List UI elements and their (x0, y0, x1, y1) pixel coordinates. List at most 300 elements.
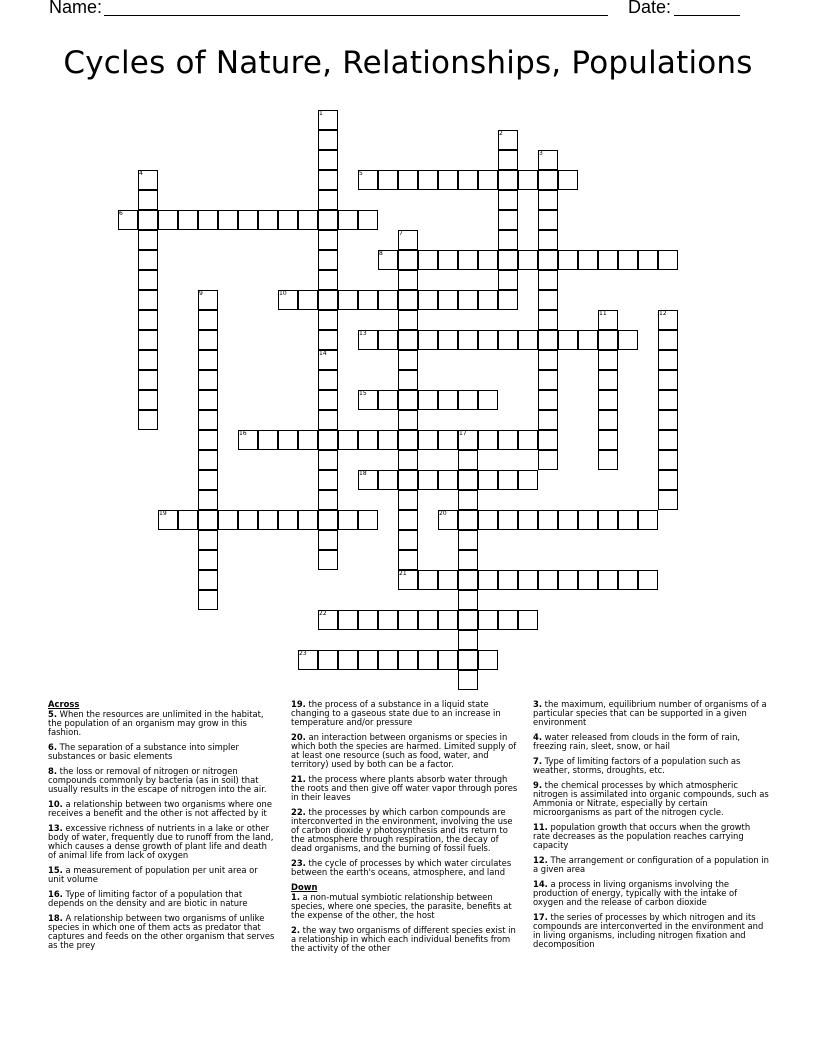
grid-cell[interactable] (418, 650, 438, 670)
grid-cell[interactable] (318, 390, 338, 410)
clue-item-text: the maximum, equilibrium number of organisms of a particular species that can be supported in a given environment (533, 699, 767, 727)
grid-cell[interactable] (478, 250, 498, 270)
grid-cell[interactable] (538, 330, 558, 350)
grid-cell[interactable] (478, 390, 498, 410)
grid-cell[interactable] (258, 210, 278, 230)
grid-cell[interactable] (138, 270, 158, 290)
grid-cell[interactable] (598, 570, 618, 590)
grid-cell[interactable] (538, 270, 558, 290)
grid-cell[interactable] (498, 150, 518, 170)
grid-cell[interactable] (378, 430, 398, 450)
grid-cell[interactable] (298, 290, 318, 310)
grid-cell[interactable] (198, 570, 218, 590)
grid-cell[interactable] (238, 510, 258, 530)
grid-cell[interactable] (298, 510, 318, 530)
grid-cell[interactable] (318, 150, 338, 170)
grid-cell[interactable] (658, 490, 678, 510)
grid-cell[interactable] (438, 430, 458, 450)
grid-cell[interactable] (138, 350, 158, 370)
grid-cell[interactable] (458, 550, 478, 570)
clue-number-12: 12 (659, 310, 667, 317)
grid-cell[interactable] (578, 250, 598, 270)
grid-cell[interactable] (458, 290, 478, 310)
grid-cell[interactable] (318, 250, 338, 270)
grid-cell[interactable] (498, 430, 518, 450)
grid-cell[interactable] (358, 430, 378, 450)
grid-cell[interactable] (318, 330, 338, 350)
grid-cell[interactable] (198, 470, 218, 490)
grid-cell[interactable] (458, 610, 478, 630)
grid-cell[interactable] (318, 210, 338, 230)
clue-item-text: Type of limiting factor of a population that depends on the density and are biotic in nature (48, 889, 248, 908)
clue-number-18: 18 (359, 470, 367, 477)
clue-number-9: 9 (199, 290, 203, 297)
grid-cell[interactable] (638, 250, 658, 270)
clue-item (291, 775, 519, 802)
grid-cell[interactable] (438, 610, 458, 630)
grid-cell[interactable] (178, 510, 198, 530)
grid-cell[interactable] (458, 510, 478, 530)
grid-cell[interactable] (518, 430, 538, 450)
grid-cell[interactable] (478, 610, 498, 630)
clue-item (533, 913, 769, 949)
grid-cell[interactable] (658, 470, 678, 490)
grid-cell[interactable] (418, 170, 438, 190)
grid-cell[interactable] (458, 650, 478, 670)
grid-cell[interactable] (418, 570, 438, 590)
grid-cell[interactable] (658, 350, 678, 370)
grid-cell[interactable] (418, 390, 438, 410)
grid-cell[interactable] (478, 570, 498, 590)
clue-number-4: 4 (139, 170, 143, 177)
grid-cell[interactable] (398, 610, 418, 630)
grid-cell[interactable] (398, 530, 418, 550)
clue-item-text: the loss or removal of nitrogen or nitrogen compounds commonly by bacteria (as in soil) that usually results in the escape of nitrogen into the air. (48, 766, 267, 794)
grid-cell[interactable] (198, 350, 218, 370)
grid-cell[interactable] (398, 430, 418, 450)
grid-cell[interactable] (138, 250, 158, 270)
grid-cell[interactable] (238, 210, 258, 230)
grid-cell[interactable] (478, 470, 498, 490)
grid-cell[interactable] (398, 350, 418, 370)
clue-item-number: 6. (48, 742, 58, 752)
grid-cell[interactable] (138, 370, 158, 390)
clue-item (533, 757, 769, 775)
grid-cell[interactable] (418, 250, 438, 270)
grid-cell[interactable] (598, 370, 618, 390)
grid-cell[interactable] (318, 290, 338, 310)
clue-item-number: 22. (291, 807, 306, 817)
grid-cell[interactable] (318, 230, 338, 250)
grid-cell[interactable] (478, 650, 498, 670)
grid-cell[interactable] (458, 330, 478, 350)
grid-cell[interactable] (398, 270, 418, 290)
grid-cell[interactable] (618, 570, 638, 590)
grid-cell[interactable] (538, 310, 558, 330)
grid-cell[interactable] (478, 290, 498, 310)
grid-cell[interactable] (618, 250, 638, 270)
grid-cell[interactable] (318, 310, 338, 330)
grid-cell[interactable] (278, 210, 298, 230)
grid-cell[interactable] (398, 470, 418, 490)
clue-item (291, 700, 519, 727)
clues-heading-across: Across (48, 699, 80, 709)
clue-number-2: 2 (499, 130, 503, 137)
grid-cell[interactable] (318, 410, 338, 430)
grid-cell[interactable] (418, 430, 438, 450)
grid-cell[interactable] (458, 390, 478, 410)
clue-item-number: 21. (291, 774, 306, 784)
clue-item-text: Type of limiting factors of a population such as weather, storms, droughts, etc. (533, 756, 741, 775)
clue-number-16: 16 (239, 430, 247, 437)
clue-item (533, 823, 769, 850)
grid-cell[interactable] (378, 290, 398, 310)
grid-cell[interactable] (378, 390, 398, 410)
grid-cell[interactable] (398, 510, 418, 530)
clue-item-number: 1. (291, 892, 301, 902)
clue-item (48, 890, 276, 908)
clue-item-text: the cycle of processes by which water circulates between the earth's oceans, atmosphere, and land (291, 858, 512, 877)
grid-cell[interactable] (158, 210, 178, 230)
grid-cell[interactable] (638, 510, 658, 530)
grid-cell[interactable] (178, 210, 198, 230)
grid-cell[interactable] (458, 670, 478, 690)
grid-cell[interactable] (398, 550, 418, 570)
clue-item-number: 16. (48, 889, 63, 899)
grid-cell[interactable] (638, 570, 658, 590)
grid-cell[interactable] (198, 390, 218, 410)
grid-cell[interactable] (398, 370, 418, 390)
grid-cell[interactable] (538, 250, 558, 270)
grid-cell[interactable] (198, 370, 218, 390)
grid-cell[interactable] (318, 490, 338, 510)
grid-cell[interactable] (318, 510, 338, 530)
grid-cell[interactable] (278, 430, 298, 450)
grid-cell[interactable] (518, 510, 538, 530)
clue-number-15: 15 (359, 390, 367, 397)
grid-cell[interactable] (498, 570, 518, 590)
grid-cell[interactable] (498, 230, 518, 250)
grid-cell[interactable] (198, 410, 218, 430)
grid-cell[interactable] (398, 650, 418, 670)
grid-cell[interactable] (538, 290, 558, 310)
grid-cell[interactable] (278, 510, 298, 530)
grid-cell[interactable] (198, 210, 218, 230)
grid-cell[interactable] (138, 210, 158, 230)
clue-item-text: the way two organisms of different species exist in a relationship in which each individual benefits from the activity of the other (291, 925, 516, 953)
clue-item-text: The separation of a substance into simpler substances or basic elements (48, 742, 239, 761)
grid-cell[interactable] (318, 530, 338, 550)
clue-item-number: 20. (291, 732, 306, 742)
grid-cell[interactable] (598, 430, 618, 450)
grid-cell[interactable] (498, 330, 518, 350)
clue-number-21: 21 (399, 570, 407, 577)
grid-cell[interactable] (298, 430, 318, 450)
clue-number-22: 22 (319, 610, 327, 617)
grid-cell[interactable] (498, 610, 518, 630)
clue-item-number: 2. (291, 925, 301, 935)
grid-cell[interactable] (198, 490, 218, 510)
grid-cell[interactable] (218, 510, 238, 530)
clue-item (291, 926, 519, 953)
clue-item (533, 856, 769, 874)
grid-cell[interactable] (138, 230, 158, 250)
grid-cell[interactable] (358, 210, 378, 230)
grid-cell[interactable] (318, 130, 338, 150)
grid-cell[interactable] (518, 250, 538, 270)
grid-cell[interactable] (298, 210, 318, 230)
grid-cell[interactable] (518, 470, 538, 490)
grid-cell[interactable] (498, 290, 518, 310)
grid-cell[interactable] (318, 170, 338, 190)
grid-cell[interactable] (398, 330, 418, 350)
grid-cell[interactable] (618, 330, 638, 350)
grid-cell[interactable] (418, 330, 438, 350)
grid-cell[interactable] (578, 570, 598, 590)
grid-cell[interactable] (558, 570, 578, 590)
grid-cell[interactable] (558, 330, 578, 350)
grid-cell[interactable] (258, 510, 278, 530)
clue-number-5: 5 (359, 170, 363, 177)
grid-cell[interactable] (538, 430, 558, 450)
grid-cell[interactable] (478, 330, 498, 350)
grid-cell[interactable] (358, 510, 378, 530)
grid-cell[interactable] (138, 390, 158, 410)
grid-cell[interactable] (398, 310, 418, 330)
clue-item-text: A relationship between two organisms of unlike species in which one of them acts as predator that captures and feeds on the other organism that serves as the prey (48, 913, 275, 950)
grid-cell[interactable] (558, 510, 578, 530)
grid-cell[interactable] (138, 190, 158, 210)
grid-cell[interactable] (658, 250, 678, 270)
grid-cell[interactable] (498, 170, 518, 190)
grid-cell[interactable] (458, 590, 478, 610)
clue-item-text: a relationship between two organisms where one receives a benefit and the other is not affected by it (48, 799, 273, 818)
clue-item (48, 914, 276, 950)
grid-cell[interactable] (458, 490, 478, 510)
grid-cell[interactable] (438, 290, 458, 310)
grid-cell[interactable] (338, 290, 358, 310)
grid-cell[interactable] (538, 410, 558, 430)
grid-cell[interactable] (598, 330, 618, 350)
grid-cell[interactable] (538, 170, 558, 190)
grid-cell[interactable] (398, 490, 418, 510)
grid-cell[interactable] (538, 350, 558, 370)
clue-item-text: excessive richness of nutrients in a lake or other body of water, frequently due to runoff from the land, which causes a dense growth of plant life and death of animal life from lack of oxygen (48, 823, 274, 860)
grid-cell[interactable] (438, 650, 458, 670)
grid-cell[interactable] (498, 270, 518, 290)
grid-cell[interactable] (438, 250, 458, 270)
grid-cell[interactable] (598, 390, 618, 410)
grid-cell[interactable] (578, 510, 598, 530)
grid-cell[interactable] (538, 370, 558, 390)
grid-cell[interactable] (478, 430, 498, 450)
clue-item-text: the series of processes by which nitrogen and its compounds are interconverted in the environment and in living organisms, including nitrogen fixation and decomposition (533, 912, 764, 949)
clue-item (48, 767, 276, 794)
grid-cell[interactable] (318, 550, 338, 570)
grid-cell[interactable] (398, 390, 418, 410)
grid-cell[interactable] (458, 630, 478, 650)
clue-number-3: 3 (539, 150, 543, 157)
grid-cell[interactable] (338, 210, 358, 230)
grid-cell[interactable] (418, 290, 438, 310)
grid-cell[interactable] (518, 610, 538, 630)
clue-item-text: a non-mutual symbiotic relationship between species, where one species, the parasite, benefits at the expense of the other, the host (291, 892, 512, 920)
grid-cell[interactable] (498, 190, 518, 210)
grid-cell[interactable] (538, 230, 558, 250)
grid-cell[interactable] (258, 430, 278, 450)
grid-cell[interactable] (538, 570, 558, 590)
grid-cell[interactable] (518, 570, 538, 590)
clue-item (48, 800, 276, 818)
grid-cell[interactable] (498, 470, 518, 490)
grid-cell[interactable] (458, 570, 478, 590)
clue-item (291, 893, 519, 920)
clue-item-number: 5. (48, 709, 58, 719)
grid-cell[interactable] (318, 470, 338, 490)
grid-cell[interactable] (598, 450, 618, 470)
grid-cell[interactable] (398, 450, 418, 470)
clue-item (533, 880, 769, 907)
grid-cell[interactable] (198, 510, 218, 530)
grid-cell[interactable] (318, 370, 338, 390)
name-label: Name: (49, 0, 103, 17)
grid-cell[interactable] (138, 330, 158, 350)
grid-cell[interactable] (498, 250, 518, 270)
grid-cell[interactable] (458, 470, 478, 490)
grid-cell[interactable] (338, 650, 358, 670)
grid-cell[interactable] (598, 410, 618, 430)
grid-cell[interactable] (338, 610, 358, 630)
grid-cell[interactable] (398, 290, 418, 310)
grid-cell[interactable] (618, 510, 638, 530)
clue-item-number: 14. (533, 879, 548, 889)
grid-cell[interactable] (198, 530, 218, 550)
grid-cell[interactable] (418, 470, 438, 490)
clue-item-number: 23. (291, 858, 306, 868)
grid-cell[interactable] (558, 250, 578, 270)
grid-cell[interactable] (318, 190, 338, 210)
grid-cell[interactable] (338, 430, 358, 450)
grid-cell[interactable] (458, 450, 478, 470)
clue-item (533, 733, 769, 751)
grid-cell[interactable] (578, 330, 598, 350)
grid-cell[interactable] (198, 450, 218, 470)
grid-cell[interactable] (138, 310, 158, 330)
grid-cell[interactable] (538, 210, 558, 230)
grid-cell[interactable] (318, 650, 338, 670)
clue-item (48, 710, 276, 737)
clue-column-1 (48, 700, 276, 956)
clue-item (533, 700, 769, 727)
clue-number-17: 17 (459, 430, 467, 437)
grid-cell[interactable] (438, 170, 458, 190)
grid-cell[interactable] (318, 450, 338, 470)
grid-cell[interactable] (398, 170, 418, 190)
grid-cell[interactable] (438, 330, 458, 350)
clue-item (291, 859, 519, 877)
grid-cell[interactable] (378, 330, 398, 350)
grid-cell[interactable] (658, 370, 678, 390)
grid-cell[interactable] (658, 450, 678, 470)
grid-cell[interactable] (398, 410, 418, 430)
grid-cell[interactable] (518, 330, 538, 350)
clue-number-1: 1 (319, 110, 323, 117)
clue-item-number: 15. (48, 865, 63, 875)
grid-cell[interactable] (138, 410, 158, 430)
grid-cell[interactable] (358, 650, 378, 670)
grid-cell[interactable] (458, 170, 478, 190)
grid-cell[interactable] (318, 270, 338, 290)
grid-cell[interactable] (658, 330, 678, 350)
grid-cell[interactable] (598, 350, 618, 370)
grid-cell[interactable] (438, 390, 458, 410)
grid-cell[interactable] (658, 430, 678, 450)
clue-item-number: 19. (291, 699, 306, 709)
grid-cell[interactable] (418, 610, 438, 630)
grid-cell[interactable] (378, 610, 398, 630)
grid-cell[interactable] (438, 570, 458, 590)
grid-cell[interactable] (538, 190, 558, 210)
grid-cell[interactable] (498, 510, 518, 530)
date-label: Date: (628, 0, 672, 17)
grid-cell[interactable] (598, 250, 618, 270)
clue-item-number: 18. (48, 913, 63, 923)
grid-cell[interactable] (198, 550, 218, 570)
grid-cell[interactable] (538, 390, 558, 410)
grid-cell[interactable] (658, 410, 678, 430)
grid-cell[interactable] (218, 210, 238, 230)
grid-cell[interactable] (358, 610, 378, 630)
grid-cell[interactable] (198, 310, 218, 330)
grid-cell[interactable] (598, 510, 618, 530)
clue-item-text: an interaction between organisms or species in which both the species are harmed. Limited supply of at least one resource (such as food, water, and territory) used by both can be a factor. (291, 732, 517, 769)
grid-cell[interactable] (318, 430, 338, 450)
clue-item-number: 11. (533, 822, 548, 832)
grid-cell[interactable] (538, 510, 558, 530)
clue-item (48, 743, 276, 761)
grid-cell[interactable] (538, 450, 558, 470)
clue-item-number: 12. (533, 855, 548, 865)
grid-cell[interactable] (378, 650, 398, 670)
grid-cell[interactable] (198, 330, 218, 350)
grid-cell[interactable] (198, 590, 218, 610)
grid-cell[interactable] (478, 170, 498, 190)
grid-cell[interactable] (458, 530, 478, 550)
grid-cell[interactable] (458, 250, 478, 270)
clue-item (48, 824, 276, 860)
grid-cell[interactable] (558, 170, 578, 190)
grid-cell[interactable] (658, 390, 678, 410)
grid-cell[interactable] (378, 470, 398, 490)
clue-item-text: population growth that occurs when the growth rate decreases as the population reaches carrying capacity (533, 822, 751, 850)
clue-number-23: 23 (299, 650, 307, 657)
grid-cell[interactable] (138, 290, 158, 310)
grid-cell[interactable] (498, 210, 518, 230)
grid-cell[interactable] (438, 470, 458, 490)
grid-cell[interactable] (518, 170, 538, 190)
grid-cell[interactable] (478, 510, 498, 530)
grid-cell[interactable] (198, 430, 218, 450)
clue-item (291, 808, 519, 853)
grid-cell[interactable] (338, 510, 358, 530)
clue-number-7: 7 (399, 230, 403, 237)
grid-cell[interactable] (358, 290, 378, 310)
grid-cell[interactable] (398, 250, 418, 270)
clue-item-number: 3. (533, 699, 543, 709)
grid-cell[interactable] (378, 170, 398, 190)
clue-number-10: 10 (279, 290, 287, 297)
clue-item-text: the chemical processes by which atmospheric nitrogen is assimilated into organic compounds, such as Ammonia or Nitrate, especially by certain microorganisms as part of the nitrogen cycle. (533, 780, 769, 817)
